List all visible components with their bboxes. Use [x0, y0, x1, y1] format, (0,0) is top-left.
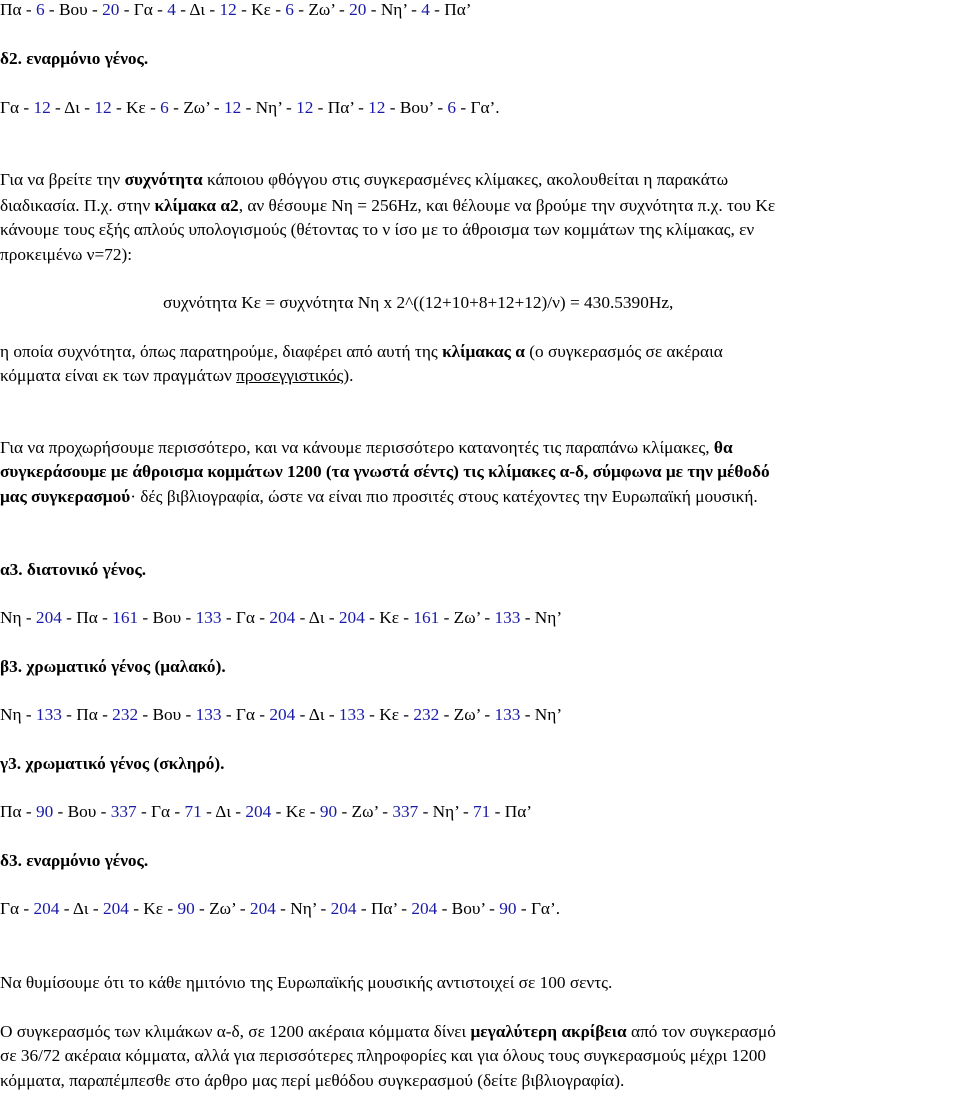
interval-value: 337 [110, 802, 137, 821]
text-run: κάνουμε τους εξής απλούς υπολογισμούς (θέτοντας το ν ίσο με το άθροισμα των κομμάτων της κλίμακας, εν [0, 220, 755, 239]
text-run: - Ζω’ - [337, 802, 393, 821]
interval-value: 204 [269, 705, 296, 724]
text-run: Νη - [0, 705, 36, 724]
text-run: - Πα’ [490, 802, 532, 821]
text-run: κόμματα, παραπέμπεσθε στο άρθρο μας περί μεθόδου συγκερασμού (δείτε βιβλιογραφία). [0, 1071, 625, 1090]
text-run: η οποία συχνότητα, όπως παρατηρούμε, διαφέρει από αυτή της [0, 342, 443, 361]
interval-value: 133 [494, 608, 521, 627]
text-run: - Ζω’ - [168, 98, 224, 117]
bold-text-run: συγκεράσουμε με άθροισμα κομμάτων 1200 (τα γνωστά σέντς) τις κλίμακες α-δ, σύμφωνα με την μέθοδό [0, 462, 770, 481]
text-run: Γα - [0, 98, 34, 117]
interval-value: 161 [112, 608, 139, 627]
text-run: - Κε - [364, 705, 414, 724]
final-paragraph-line-3 [0, 1071, 624, 1091]
interval-value: 4 [421, 0, 430, 19]
text-run: - Γα - [136, 802, 185, 821]
text-run: - Κε - [364, 608, 414, 627]
final-paragraph-line-2 [0, 1046, 766, 1066]
text-run: - Βου’ - [385, 98, 448, 117]
text-run: Ο συγκερασμός των κλιμάκων α-δ, σε 1200 ακέραια κόμματα δίνει [0, 1022, 471, 1041]
text-run: - Κε - [236, 0, 286, 19]
text-run: - Πα’ - [356, 899, 412, 918]
text-run: Για να προχωρήσουμε περισσότερο, και να κάνουμε περισσότερο κατανοητές τις παραπάνω κλίμακες, [0, 438, 714, 457]
bold-text-run: α3. διατονικό γένος. [0, 560, 147, 579]
interval-value: 232 [112, 705, 139, 724]
text-run: - Κε - [271, 802, 320, 821]
text-run: · δές βιβλιογραφία, ώστε να είναι πιο προσιτές στους κατέχοντες την Ευρωπαϊκή μουσική. [130, 487, 758, 506]
paragraph-3-line-2 [0, 462, 770, 482]
bold-text-run: μεγαλύτερη ακρίβεια [470, 1022, 627, 1041]
text-run: - Γα - [221, 608, 270, 627]
text-run: κάποιου φθόγγου στις συγκερασμένες κλίμακες, ακολουθείται η παρακάτω [202, 170, 729, 189]
text-run: - Νη’ - [275, 899, 331, 918]
reminder-sentence [0, 973, 612, 993]
interval-value: 204 [338, 608, 365, 627]
text-run: - Δι - [295, 608, 339, 627]
bold-text-run: μας συγκερασμού [0, 487, 131, 506]
text-run: - Ζω’ - [439, 608, 495, 627]
interval-value: 6 [35, 0, 45, 19]
interval-value: 133 [195, 705, 222, 724]
interval-value: 204 [33, 899, 60, 918]
text-run: , αν θέσουμε Νη = 256Hz, και θέλουμε να βρούμε την συχνότητα π.χ. του Κε [238, 196, 776, 215]
interval-value: 4 [167, 0, 176, 19]
text-run: Για να βρείτε την [0, 170, 125, 189]
alpha3-heading [0, 560, 146, 580]
text-run: Πα [0, 0, 22, 19]
interval-value: 12 [224, 98, 242, 117]
interval-value: 204 [249, 899, 276, 918]
text-run: - Γα - [119, 0, 168, 19]
bold-text-run: δ2. εναρμόνιο γένος. [0, 49, 149, 68]
text-run: προκειμένω ν=72): [0, 245, 133, 264]
text-run: - Νη’ [520, 608, 563, 627]
text-run: (ο συγκερασμός σε ακέραια [524, 342, 723, 361]
text-run: Γα - [0, 899, 34, 918]
text-run: - Ζω’ - [194, 899, 250, 918]
text-run: - Γα - [221, 705, 270, 724]
text-run: - Βου - [44, 0, 103, 19]
text-run: κόμματα είναι εκ των πραγμάτων [0, 366, 237, 385]
interval-value: 133 [35, 705, 62, 724]
text-run: - Κε - [128, 899, 178, 918]
text-run: - Γα’. [516, 899, 561, 918]
text-run: - Νη’ [520, 705, 563, 724]
delta2-heading [0, 49, 148, 69]
text-run: - Πα’ [429, 0, 472, 19]
text-run: - Κε - [111, 98, 161, 117]
interval-value: 133 [338, 705, 365, 724]
delta2-scale-line [0, 0, 472, 20]
interval-value: 6 [285, 0, 294, 19]
text-run: συχνότητα Κε = συχνότητα Νη x 2^((12+10+8+12+12)/ν) = 430.5390Hz, [163, 293, 674, 312]
text-run: - Ζω’ - [293, 0, 350, 19]
text-run: σε 36/72 ακέραια κόμματα, αλλά για περισσότερες πληροφορίες και για όλους τους συγκερασμούς μέχρι 1200 [0, 1046, 767, 1065]
interval-value: 204 [35, 608, 62, 627]
text-run: - Νη’ - [418, 802, 474, 821]
text-run: - Βου - [53, 802, 111, 821]
text-run: - Νη’ - [366, 0, 422, 19]
text-run: διαδικασία. Π.χ. στην [0, 196, 155, 215]
text-run: - [21, 0, 36, 19]
interval-value: 204 [245, 802, 272, 821]
text-run: Πα - [0, 802, 36, 821]
paragraph-1-line-3 [0, 220, 754, 240]
text-run: - Βου’ - [437, 899, 500, 918]
final-paragraph-line-1 [0, 1022, 776, 1042]
gamma-scale-12-line [0, 98, 500, 118]
paragraph-1-line-2 [0, 196, 775, 216]
text-run: - Πα’ - [313, 98, 369, 117]
interval-value: 161 [413, 608, 440, 627]
bold-text-run: θα [713, 438, 733, 457]
paragraph-1-line-1 [0, 170, 728, 190]
interval-value: 20 [102, 0, 120, 19]
interval-value: 12 [219, 0, 237, 19]
interval-value: 133 [494, 705, 521, 724]
delta3-scale-line [0, 899, 560, 919]
interval-value: 20 [349, 0, 367, 19]
interval-value: 133 [195, 608, 222, 627]
delta3-heading [0, 851, 148, 871]
bold-text-run: β3. χρωματικό γένος (μαλακό). [0, 657, 226, 676]
interval-value: 90 [499, 899, 517, 918]
interval-value: 12 [296, 98, 314, 117]
frequency-formula [163, 293, 673, 313]
text-run: - Βου - [138, 705, 196, 724]
text-run: - Γα’. [456, 98, 500, 117]
interval-value: 90 [35, 802, 54, 821]
bold-text-run: γ3. χρωματικό γένος (σκληρό). [0, 754, 225, 773]
interval-value: 232 [413, 705, 440, 724]
beta3-heading [0, 657, 226, 677]
interval-value: 12 [94, 98, 112, 117]
bold-text-run: κλίμακας α [442, 342, 525, 361]
bold-text-run: κλίμακα α2 [154, 196, 239, 215]
alpha3-scale-line [0, 608, 562, 628]
bold-text-run: συχνότητα [124, 170, 203, 189]
interval-value: 204 [269, 608, 296, 627]
paragraph-2-line-1 [0, 342, 723, 362]
interval-value: 90 [319, 802, 338, 821]
interval-value: 90 [177, 899, 195, 918]
interval-value: 204 [330, 899, 357, 918]
text-run: ). [343, 366, 354, 385]
text-run: - Δι - [295, 705, 339, 724]
text-run: - Ζω’ - [439, 705, 495, 724]
interval-value: 337 [392, 802, 419, 821]
interval-value: 204 [102, 899, 129, 918]
gamma3-heading [0, 754, 225, 774]
text-run: Να θυμίσουμε ότι το κάθε ημιτόνιο της Ευρωπαϊκής μουσικής αντιστοιχεί σε 100 σεντς. [0, 973, 613, 992]
interval-value: 204 [411, 899, 438, 918]
beta3-scale-line [0, 705, 562, 725]
interval-value: 12 [368, 98, 386, 117]
text-run: από τον συγκερασμό [626, 1022, 776, 1041]
text-run: - Πα - [61, 705, 113, 724]
gamma3-scale-line [0, 802, 532, 822]
text-run: - Δι - [50, 98, 95, 117]
text-run: - Νη’ - [241, 98, 297, 117]
interval-value: 12 [33, 98, 51, 117]
text-run: - Πα - [61, 608, 113, 627]
text-run: - Βου - [138, 608, 196, 627]
interval-value: 71 [473, 802, 491, 821]
underlined-text-run: προσεγγιστικός [236, 366, 344, 385]
bold-text-run: δ3. εναρμόνιο γένος. [0, 851, 149, 870]
paragraph-3-line-1 [0, 438, 733, 458]
text-run: - Δι - [201, 802, 246, 821]
text-run: - Δι - [59, 899, 103, 918]
text-run: Νη - [0, 608, 36, 627]
interval-value: 6 [160, 98, 169, 117]
paragraph-2-line-2 [0, 366, 353, 386]
text-run: - Δι - [175, 0, 220, 19]
interval-value: 71 [184, 802, 202, 821]
interval-value: 6 [447, 98, 457, 117]
paragraph-3-line-3 [0, 487, 758, 507]
paragraph-1-line-4 [0, 245, 132, 265]
